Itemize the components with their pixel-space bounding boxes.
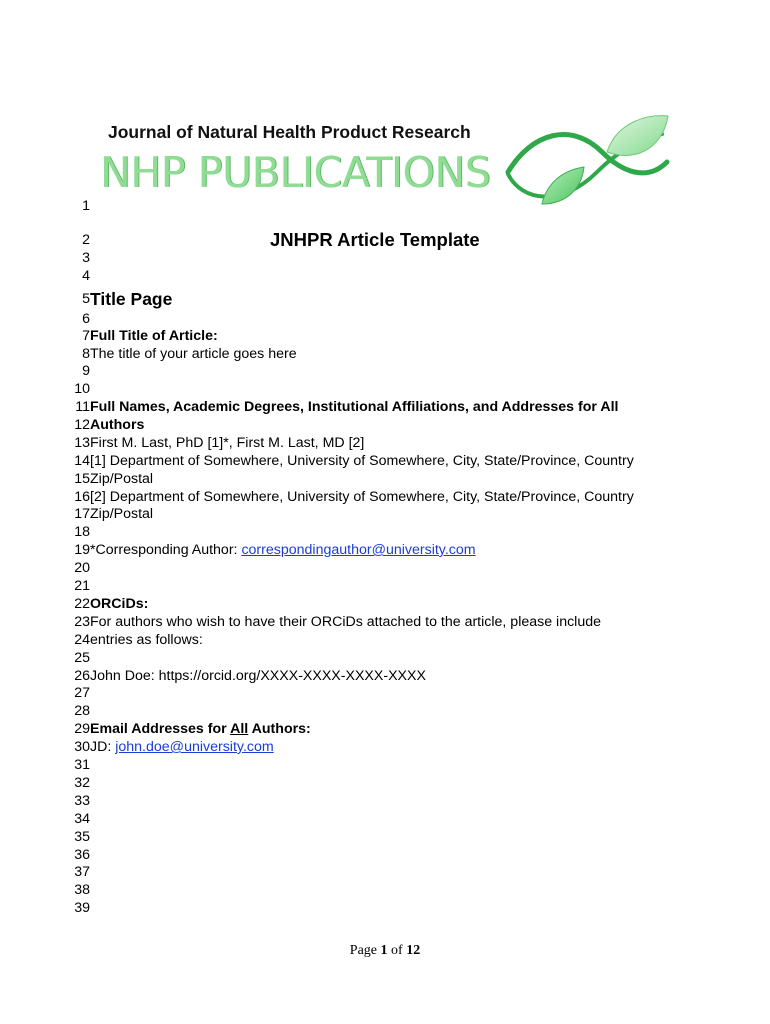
- document-line: [0, 667, 770, 685]
- document-line: [0, 470, 770, 488]
- line-text-content: *Corresponding Author:: [90, 542, 242, 558]
- document-line: [0, 452, 770, 470]
- document-line: [0, 684, 770, 702]
- document-line: [0, 899, 770, 917]
- line-text-content: First M. Last, PhD [1]*, First M. Last, MD [2]: [90, 435, 365, 451]
- line-number: 31: [74, 757, 90, 773]
- underlined-text: All: [230, 721, 249, 737]
- document-line: [0, 398, 770, 416]
- line-number: 5: [82, 291, 90, 307]
- line-text-content: entries as follows:: [90, 632, 203, 648]
- line-text-content: Zip/Postal: [90, 471, 154, 487]
- footer-middle: of: [387, 943, 407, 958]
- document-line: [0, 416, 770, 434]
- document-line: [0, 810, 770, 828]
- document-title: JNHPR Article Template: [270, 229, 480, 250]
- line-text: [90, 434, 364, 452]
- line-number: 23: [74, 614, 90, 630]
- line-number: 13: [74, 435, 90, 451]
- line-text-content: Title Page: [90, 289, 173, 309]
- journal-name: Journal of Natural Health Product Research: [108, 122, 471, 142]
- email-link[interactable]: correspondingauthor@university.com: [241, 542, 476, 558]
- document-line: [0, 649, 770, 667]
- field-heading: [90, 595, 148, 613]
- document-line: [0, 846, 770, 864]
- page-footer: [0, 943, 770, 959]
- line-number: 1: [82, 198, 90, 214]
- current-page-number: 1: [380, 943, 388, 958]
- document-line: [0, 774, 770, 792]
- line-number: 27: [74, 685, 90, 701]
- line-text-content: Full Names, Academic Degrees, Institutional Affiliations, and Addresses for All: [90, 399, 619, 415]
- line-number: 21: [74, 578, 90, 594]
- field-heading: [90, 327, 218, 345]
- line-text: [90, 470, 153, 488]
- line-number: 30: [74, 739, 90, 755]
- line-number: 34: [74, 811, 90, 827]
- line-number: 36: [74, 847, 90, 863]
- document-line: [0, 249, 770, 267]
- line-number: 29: [74, 721, 90, 737]
- document-line: [0, 434, 770, 452]
- document-line: [0, 792, 770, 810]
- line-number: 24: [74, 632, 90, 648]
- line-number: 2: [82, 232, 90, 248]
- line-number: 28: [74, 703, 90, 719]
- line-number: 12: [74, 417, 90, 433]
- document-line: [0, 828, 770, 846]
- document-line: [0, 720, 770, 738]
- document-line: [0, 327, 770, 345]
- document-line: [0, 488, 770, 506]
- line-number: 9: [82, 363, 90, 379]
- line-number: 22: [74, 596, 90, 612]
- line-number: 17: [74, 506, 90, 522]
- document-line: [0, 267, 770, 285]
- document-line: [0, 505, 770, 523]
- line-number: 39: [74, 900, 90, 916]
- document-line: [0, 345, 770, 363]
- line-number: 15: [74, 471, 90, 487]
- document-line: [0, 595, 770, 613]
- document-line: [0, 197, 770, 215]
- field-heading: [90, 398, 618, 416]
- document-line: [0, 523, 770, 541]
- document-line: [0, 380, 770, 398]
- line-text-content: [2] Department of Somewhere, University of Somewhere, City, State/Province, Country: [90, 489, 634, 505]
- document-line: [0, 577, 770, 595]
- line-text-content: Zip/Postal: [90, 506, 154, 522]
- line-number: 35: [74, 829, 90, 845]
- line-text-content: ORCiDs:: [90, 596, 149, 612]
- line-number: 6: [82, 311, 90, 327]
- email-link[interactable]: john.doe@university.com: [115, 739, 274, 755]
- line-number: 14: [74, 453, 90, 469]
- field-heading: [90, 720, 311, 738]
- line-number: 19: [74, 542, 90, 558]
- document-line: [0, 310, 770, 328]
- line-text: [90, 452, 634, 470]
- line-text-content: The title of your article goes here: [90, 346, 297, 362]
- field-heading: [90, 416, 144, 434]
- document-line: [0, 613, 770, 631]
- line-text-suffix: Authors:: [248, 721, 311, 737]
- line-number: 16: [74, 489, 90, 505]
- line-text: [90, 738, 274, 756]
- line-text-content: John Doe: https://orcid.org/XXXX-XXXX-XXXX-XXXX: [90, 668, 426, 684]
- line-text: [90, 613, 601, 631]
- document-line: [0, 362, 770, 380]
- line-text-content: JD:: [90, 739, 116, 755]
- line-number: 33: [74, 793, 90, 809]
- line-text: [90, 345, 297, 363]
- line-number: 7: [82, 328, 90, 344]
- brand-wordmark: NHP PUBLICATIONS: [100, 148, 491, 197]
- line-number: 4: [82, 268, 90, 284]
- line-text-content: [1] Department of Somewhere, University of Somewhere, City, State/Province, Country: [90, 453, 634, 469]
- line-number: 26: [74, 668, 90, 684]
- document-line: [0, 738, 770, 756]
- document-line: [0, 702, 770, 720]
- line-number: 11: [75, 399, 90, 415]
- line-number: 37: [74, 864, 90, 880]
- document-line: [0, 631, 770, 649]
- document-line: [0, 231, 770, 249]
- line-number: 20: [74, 560, 90, 576]
- section-heading: [90, 290, 172, 308]
- line-number: 3: [82, 250, 90, 266]
- document-line: [0, 290, 770, 308]
- line-number: 18: [74, 524, 90, 540]
- total-pages-number: 12: [406, 943, 421, 958]
- line-text: [90, 505, 153, 523]
- line-number: 8: [82, 346, 90, 362]
- line-number: 32: [74, 775, 90, 791]
- document-line: [0, 541, 770, 559]
- document-line: [0, 756, 770, 774]
- line-text-content: Authors: [90, 417, 145, 433]
- line-text: [90, 667, 426, 685]
- line-number: 10: [74, 381, 90, 397]
- line-text: [90, 541, 476, 559]
- line-text: [90, 631, 203, 649]
- document-line: [0, 863, 770, 881]
- document-line: [0, 881, 770, 899]
- line-text-content: For authors who wish to have their ORCiDs attached to the article, please include: [90, 614, 602, 630]
- line-text-content: Full Title of Article:: [90, 328, 218, 344]
- line-text-content: Email Addresses for: [90, 721, 231, 737]
- line-text: [90, 488, 634, 506]
- footer-prefix: Page: [349, 943, 381, 958]
- document-line: [0, 559, 770, 577]
- line-number: 25: [74, 650, 90, 666]
- line-number: 38: [74, 882, 90, 898]
